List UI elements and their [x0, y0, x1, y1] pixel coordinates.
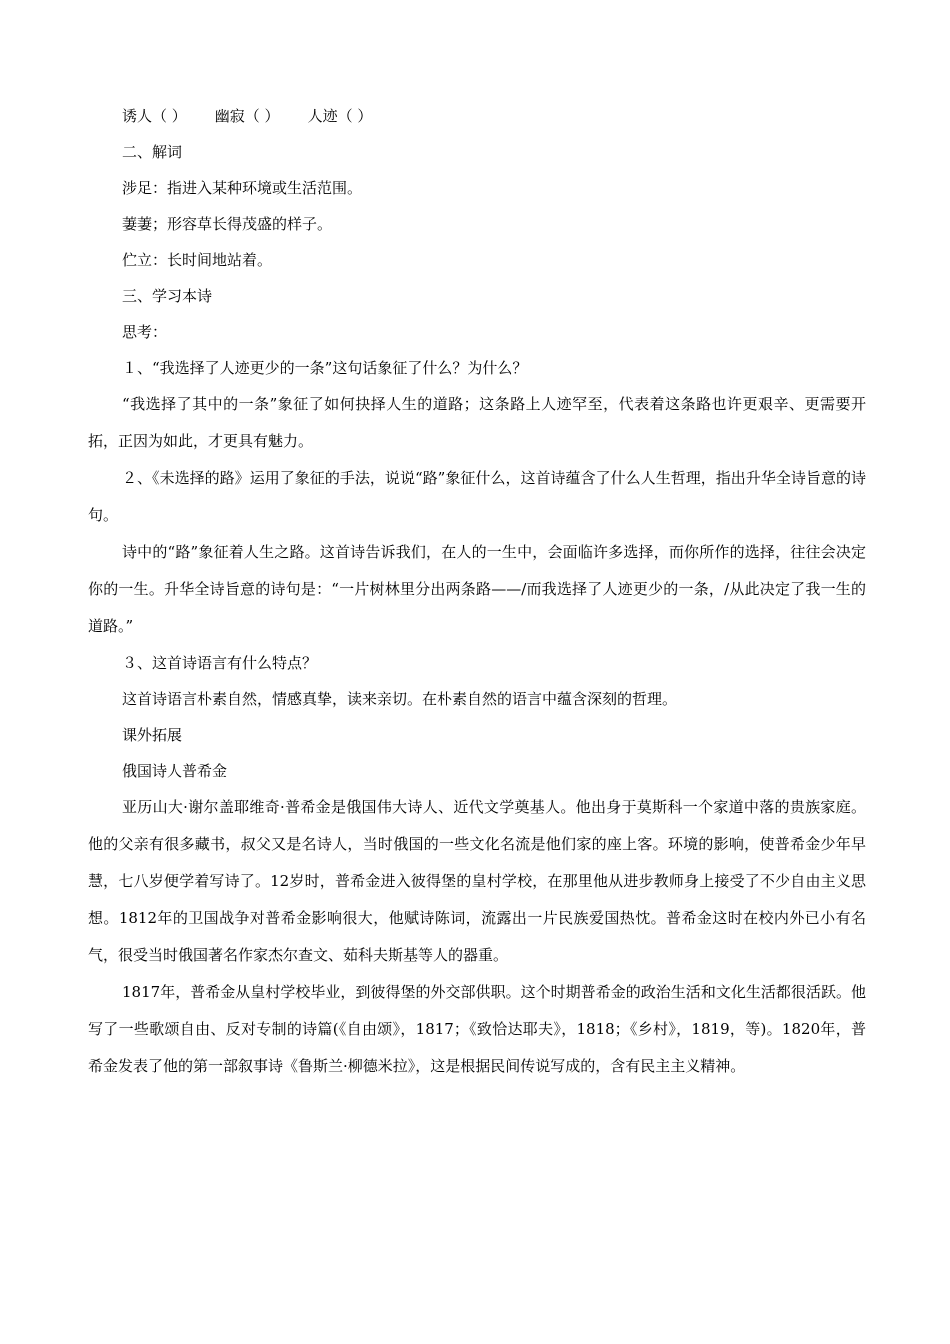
question-paragraph: ２、《未选择的路》运用了象征的手法，说说“路”象征什么，这首诗蕴含了什么人生哲理，指出升华全诗旨意的诗句。 [88, 469, 866, 524]
question: １、“我选择了人迹更少的一条”这句话象征了什么？为什么？ [122, 359, 528, 377]
section-heading: 二、解词 [122, 143, 183, 161]
answer: 这首诗语言朴素自然，情感真挚，读来亲切。在朴素自然的语言中蕴含深刻的哲理。 [122, 690, 678, 708]
fill-in-blanks-row [88, 98, 866, 134]
document-body [88, 98, 866, 1085]
blank-item: 幽寂（ ） [214, 107, 280, 125]
section-heading: 三、学习本诗 [122, 287, 213, 305]
answer-paragraph: 诗中的“路”象征着人生之路。这首诗告诉我们，在人的一生中，会面临许多选择，而你所作的选择，往往会决定你的一生。升华全诗旨意的诗句是：“一片树林里分出两条路——/而我选择了人迹更少的一条，/从此决定了我一生的道路。” [88, 543, 866, 635]
definition: 萋萋；形容草长得茂盛的样子。 [122, 215, 333, 233]
body-paragraph: 亚历山大·谢尔盖耶维奇·普希金是俄国伟大诗人、近代文学奠基人。他出身于莫斯科一个家道中落的贵族家庭。他的父亲有很多藏书，叔父又是名诗人，当时俄国的一些文化名流是他们家的座上客。环境的影响，使普希金少年早慧，七八岁便学着写诗了。12岁时，普希金进入彼得堡的皇村学校，在那里他从进步教师身上接受了不少自由主义思想。1812年的卫国战争对普希金影响很大，他赋诗陈词，流露出一片民族爱国热忱。普希金这时在校内外已小有名气，很受当时俄国著名作家杰尔查文、茹科夫斯基等人的器重。 [88, 798, 866, 964]
blank-item: 人迹（ ） [307, 107, 373, 125]
definition: 伫立：长时间地站着。 [122, 251, 273, 269]
answer-paragraph: “我选择了其中的一条”象征了如何抉择人生的道路；这条路上人迹罕至，代表着这条路也许更艰辛、更需要开拓，正因为如此，才更具有魅力。 [88, 395, 866, 450]
section-heading: 课外拓展 [122, 726, 183, 744]
blank-item: 诱人（ ） [122, 107, 187, 125]
definition: 涉足：指进入某种环境或生活范围。 [122, 179, 363, 197]
body-paragraph: 1817年，普希金从皇村学校毕业，到彼得堡的外交部供职。这个时期普希金的政治生活和文化生活都很活跃。他写了一些歌颂自由、反对专制的诗篇(《自由颂》，1817；《致恰达耶夫》，1818；《乡村》，1819，等)。1820年，普希金发表了他的第一部叙事诗《鲁斯兰·柳德米拉》，这是根据民间传说写成的，含有民主主义精神。 [88, 983, 866, 1075]
question: ３、这首诗语言有什么特点？ [122, 654, 318, 672]
subheading: 俄国诗人普希金 [122, 762, 228, 780]
think-label: 思考： [122, 323, 168, 341]
